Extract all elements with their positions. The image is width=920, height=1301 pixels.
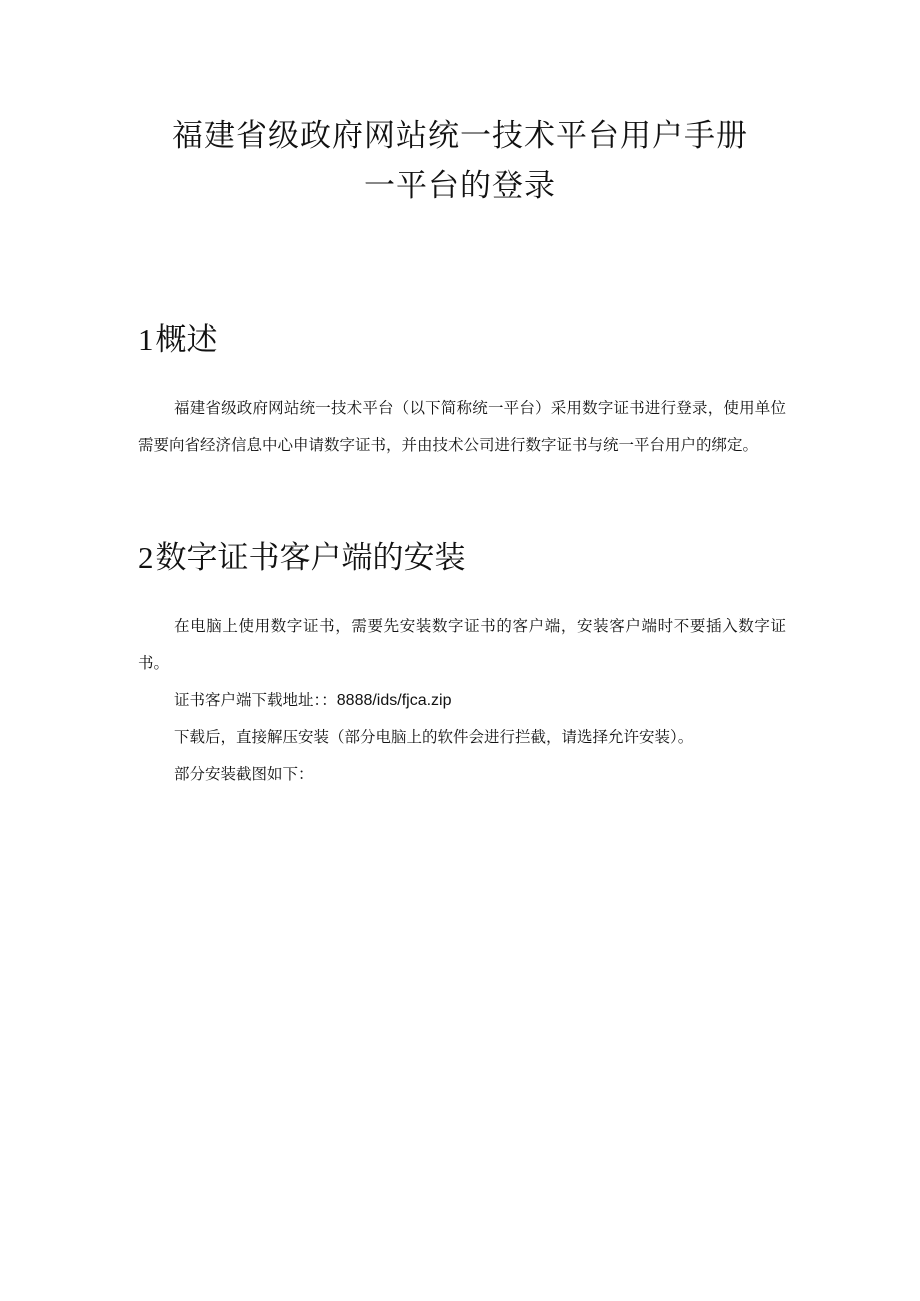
download-address-line bbox=[174, 682, 452, 719]
section-1-heading bbox=[138, 320, 218, 360]
download-address-label: 证书客户端下载地址：： bbox=[174, 691, 337, 709]
document-title-line-1: 福建省级政府网站统一技术平台用户手册 bbox=[172, 118, 748, 154]
section-1-title: 概述 bbox=[155, 322, 218, 358]
document-title-line-2: 一平台的登录 bbox=[364, 168, 556, 204]
section-2-paragraph: 在电脑上使用数字证书，需要先安装数字证书的客户端，安装客户端时不要插入数字证书。 bbox=[138, 617, 786, 672]
section-1-paragraph: 福建省级政府网站统一技术平台（以下简称统一平台）采用数字证书进行登录，使用单位需要向省经济信息中心申请数字证书，并由技术公司进行数字证书与统一平台用户的绑定。 bbox=[138, 399, 786, 454]
section-2-number: 2 bbox=[138, 540, 154, 575]
download-address-url: 8888/ids/fjca.zip bbox=[336, 692, 452, 709]
section-1-number: 1 bbox=[138, 322, 154, 357]
screenshots-intro: 部分安装截图如下： bbox=[174, 765, 314, 783]
section-2-title: 数字证书客户端的安装 bbox=[155, 540, 466, 576]
section-2-heading bbox=[138, 538, 466, 578]
after-download-instruction: 下载后，直接解压安装（部分电脑上的软件会进行拦截，请选择允许安装）。 bbox=[174, 728, 694, 746]
